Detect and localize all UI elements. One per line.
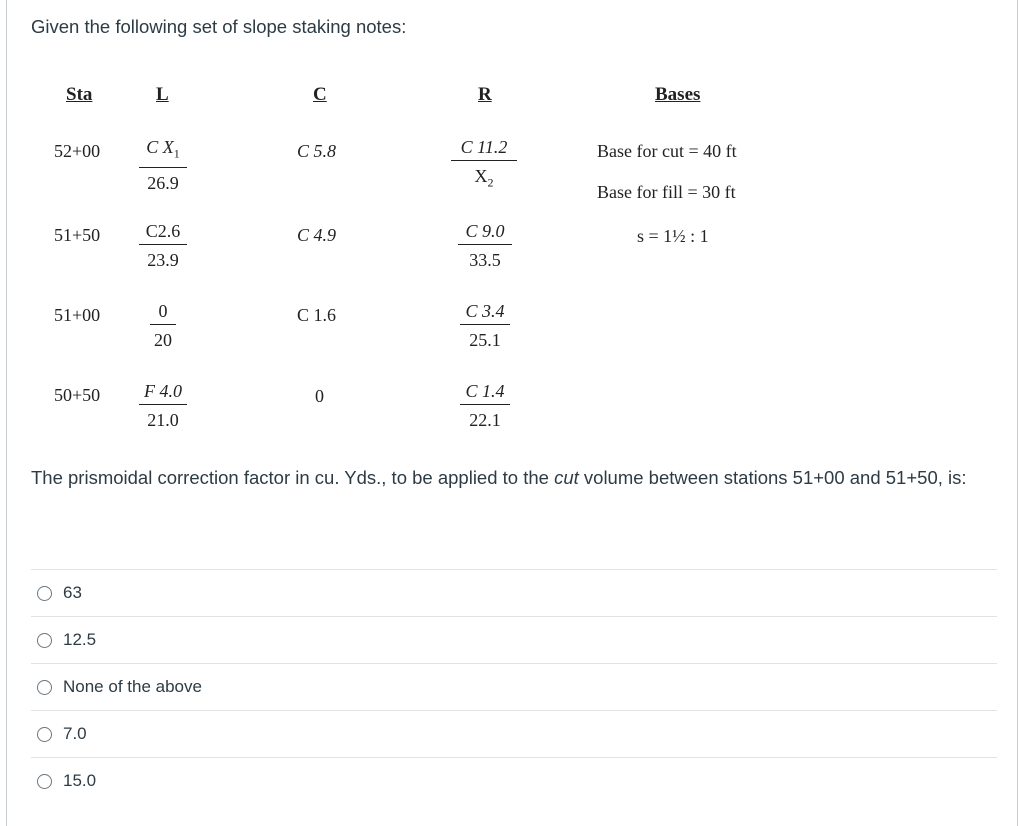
header-sta: Sta	[66, 84, 93, 105]
question-part1: The prismoidal correction factor in cu. Yds., to be applied to the	[31, 467, 555, 488]
right-den: 33.5	[469, 250, 501, 270]
answer-options	[31, 569, 997, 804]
left-den: 26.9	[147, 172, 179, 193]
station-51-00: 51+00	[54, 305, 101, 325]
right-den-sub: 2	[487, 175, 494, 190]
station-50-50: 50+50	[54, 385, 101, 405]
radio-button[interactable]	[37, 586, 52, 601]
option-label: 12.5	[63, 630, 97, 649]
left-stake-51-00	[150, 300, 176, 351]
option-none-of-the-above[interactable]	[31, 663, 997, 710]
right-num: C 1.4	[460, 380, 510, 405]
right-num: C 11.2	[451, 136, 517, 161]
station-51-50: 51+50	[54, 225, 101, 245]
radio-button[interactable]	[37, 633, 52, 648]
left-den: 20	[154, 330, 172, 350]
option-7-0[interactable]	[31, 710, 997, 757]
radio-button[interactable]	[37, 680, 52, 695]
header-bases: Bases	[655, 84, 701, 105]
center-50-50: 0	[315, 386, 324, 406]
left-num: C X	[146, 137, 174, 157]
option-12-5[interactable]	[31, 616, 997, 663]
right-num: C 9.0	[458, 220, 512, 245]
option-label: 63	[63, 583, 82, 602]
right-stake-51-00	[460, 300, 510, 351]
right-stake-52-00	[451, 136, 517, 194]
center-51-50: C 4.9	[297, 225, 337, 245]
center-52-00: C 5.8	[297, 141, 337, 161]
right-stake-51-50	[458, 220, 512, 271]
header-l: L	[156, 84, 169, 105]
question-part2: volume between stations 51+00 and 51+50, is:	[578, 467, 967, 488]
radio-button[interactable]	[37, 727, 52, 742]
option-63[interactable]	[31, 569, 997, 616]
side-slope: s = 1½ : 1	[637, 226, 709, 246]
option-label: 15.0	[63, 771, 97, 790]
left-stake-52-00	[139, 136, 187, 194]
header-c: C	[313, 84, 327, 105]
left-num: C2.6	[139, 220, 187, 245]
left-den: 21.0	[147, 410, 179, 430]
left-num-sub: 1	[173, 146, 180, 161]
right-stake-50-50	[460, 380, 510, 431]
left-den: 23.9	[147, 250, 179, 270]
intro-text: Given the following set of slope staking notes:	[31, 16, 407, 37]
left-stake-51-50	[139, 220, 187, 271]
option-label: None of the above	[63, 677, 202, 696]
question-emph: cut	[554, 467, 579, 488]
option-15-0[interactable]	[31, 757, 997, 804]
base-fill: Base for fill = 30 ft	[597, 182, 736, 202]
right-den: 22.1	[469, 410, 501, 430]
left-stake-50-50	[139, 380, 187, 431]
right-den: X	[474, 166, 488, 186]
question-text	[31, 463, 971, 493]
base-cut: Base for cut = 40 ft	[597, 141, 737, 161]
option-label: 7.0	[63, 724, 87, 743]
header-r: R	[478, 84, 492, 105]
station-52-00: 52+00	[54, 141, 101, 161]
radio-button[interactable]	[37, 774, 52, 789]
center-51-00: C 1.6	[297, 305, 337, 325]
left-num: F 4.0	[139, 380, 187, 405]
right-num: C 3.4	[460, 300, 510, 325]
right-den: 25.1	[469, 330, 501, 350]
left-num: 0	[150, 300, 176, 325]
